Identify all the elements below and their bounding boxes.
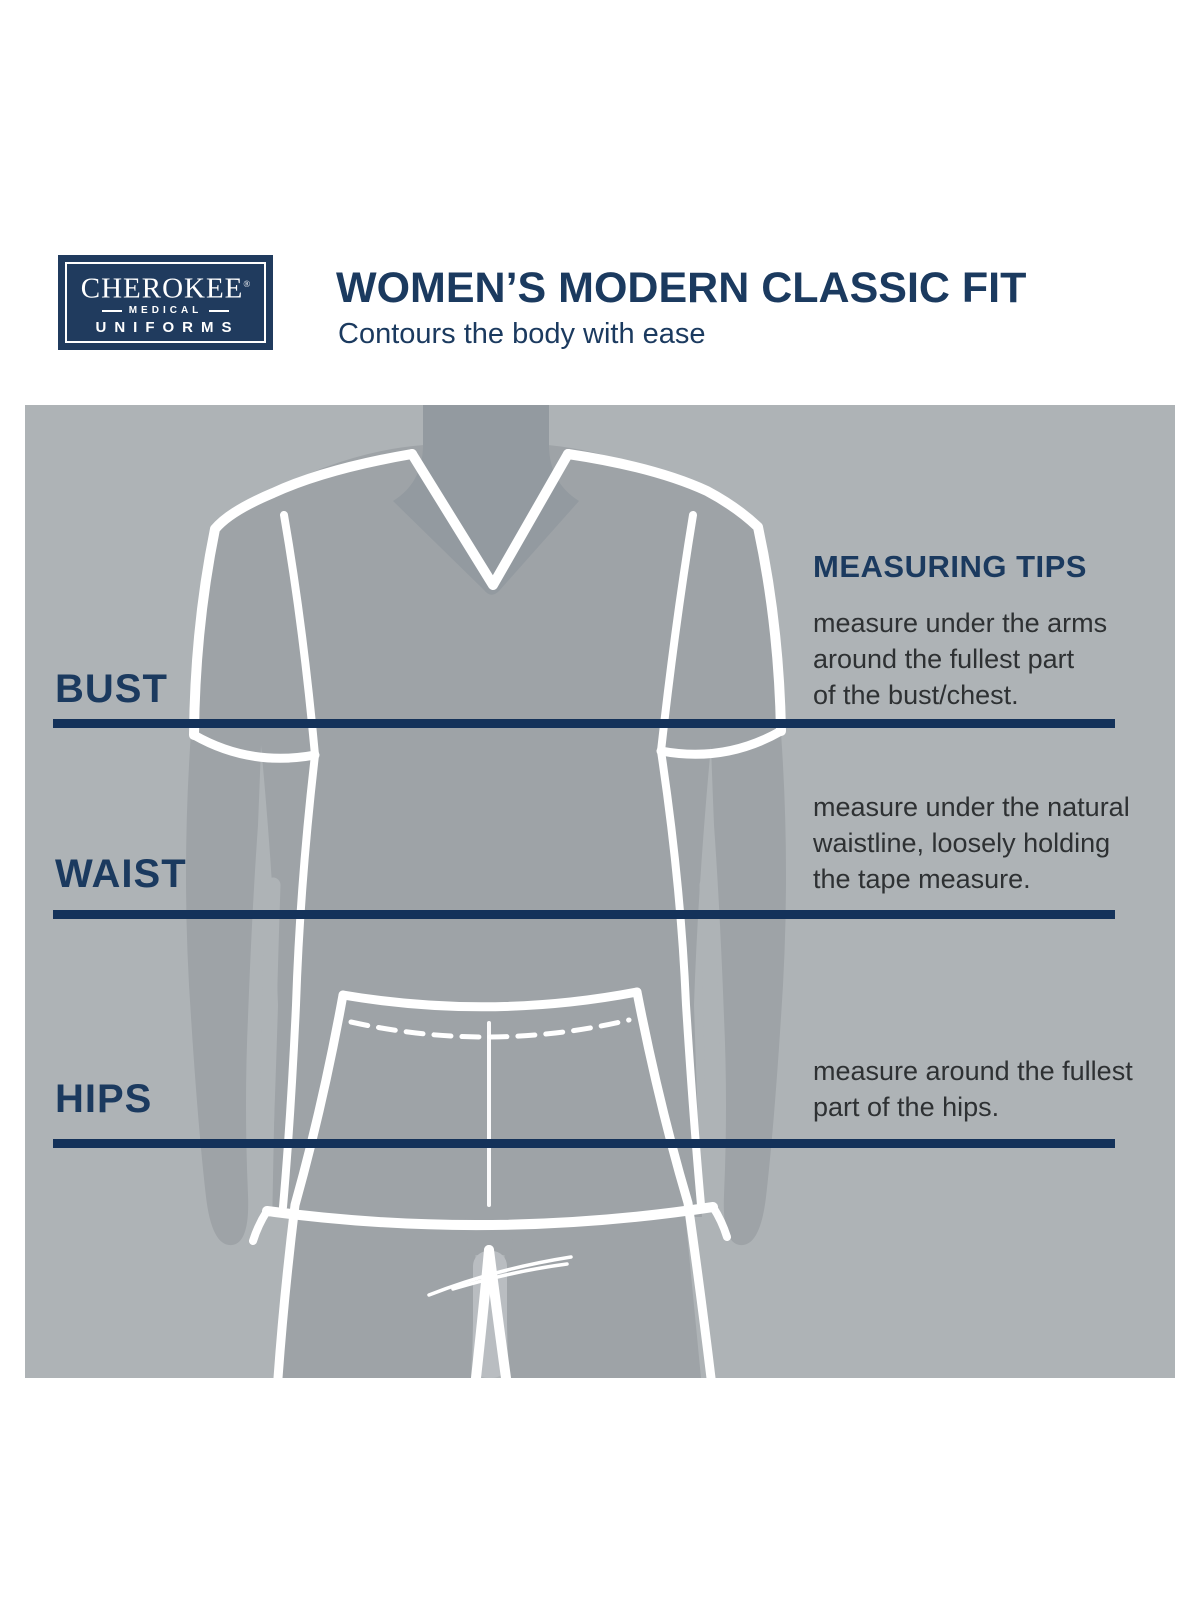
page-subtitle: Contours the body with ease xyxy=(338,318,706,350)
waist-tip-text xyxy=(813,789,1143,897)
waist-measure-line xyxy=(53,910,1115,919)
logo-left-dash xyxy=(102,310,122,312)
hips-tip-line-2: part of the hips. xyxy=(813,1092,1000,1122)
cherokee-logo xyxy=(58,255,273,350)
fit-diagram-panel xyxy=(25,405,1175,1378)
bust-tip-line-2: around the fullest part xyxy=(813,644,1075,674)
bust-tip-line-3: of the bust/chest. xyxy=(813,680,1019,710)
bust-tip-text xyxy=(813,605,1143,713)
page-title: WOMEN’S MODERN CLASSIC FIT xyxy=(336,264,1027,312)
waist-label: WAIST xyxy=(55,852,187,896)
bust-measure-line xyxy=(53,719,1115,728)
logo-medical-row xyxy=(102,305,230,316)
logo-right-dash xyxy=(209,310,229,312)
waist-tip-line-1: measure under the natural xyxy=(813,792,1130,822)
hips-tip-text xyxy=(813,1053,1143,1125)
hips-measure-line xyxy=(53,1139,1115,1148)
waist-tip-line-2: waistline, loosely holding xyxy=(813,828,1111,858)
bust-label: BUST xyxy=(55,667,168,711)
logo-brand-text: CHEROKEE xyxy=(80,272,244,305)
logo-uniforms-text: UNIFORMS xyxy=(95,319,240,337)
measuring-tips-heading: MEASURING TIPS xyxy=(813,549,1087,584)
logo-brand-name xyxy=(81,269,251,304)
hips-tip-line-1: measure around the fullest xyxy=(813,1056,1133,1086)
hips-label: HIPS xyxy=(55,1077,153,1121)
registered-mark: ® xyxy=(243,278,251,289)
cherokee-logo-frame xyxy=(65,262,266,343)
bust-tip-line-1: measure under the arms xyxy=(813,608,1108,638)
waist-tip-line-3: the tape measure. xyxy=(813,864,1031,894)
logo-medical-text: MEDICAL xyxy=(128,305,203,317)
